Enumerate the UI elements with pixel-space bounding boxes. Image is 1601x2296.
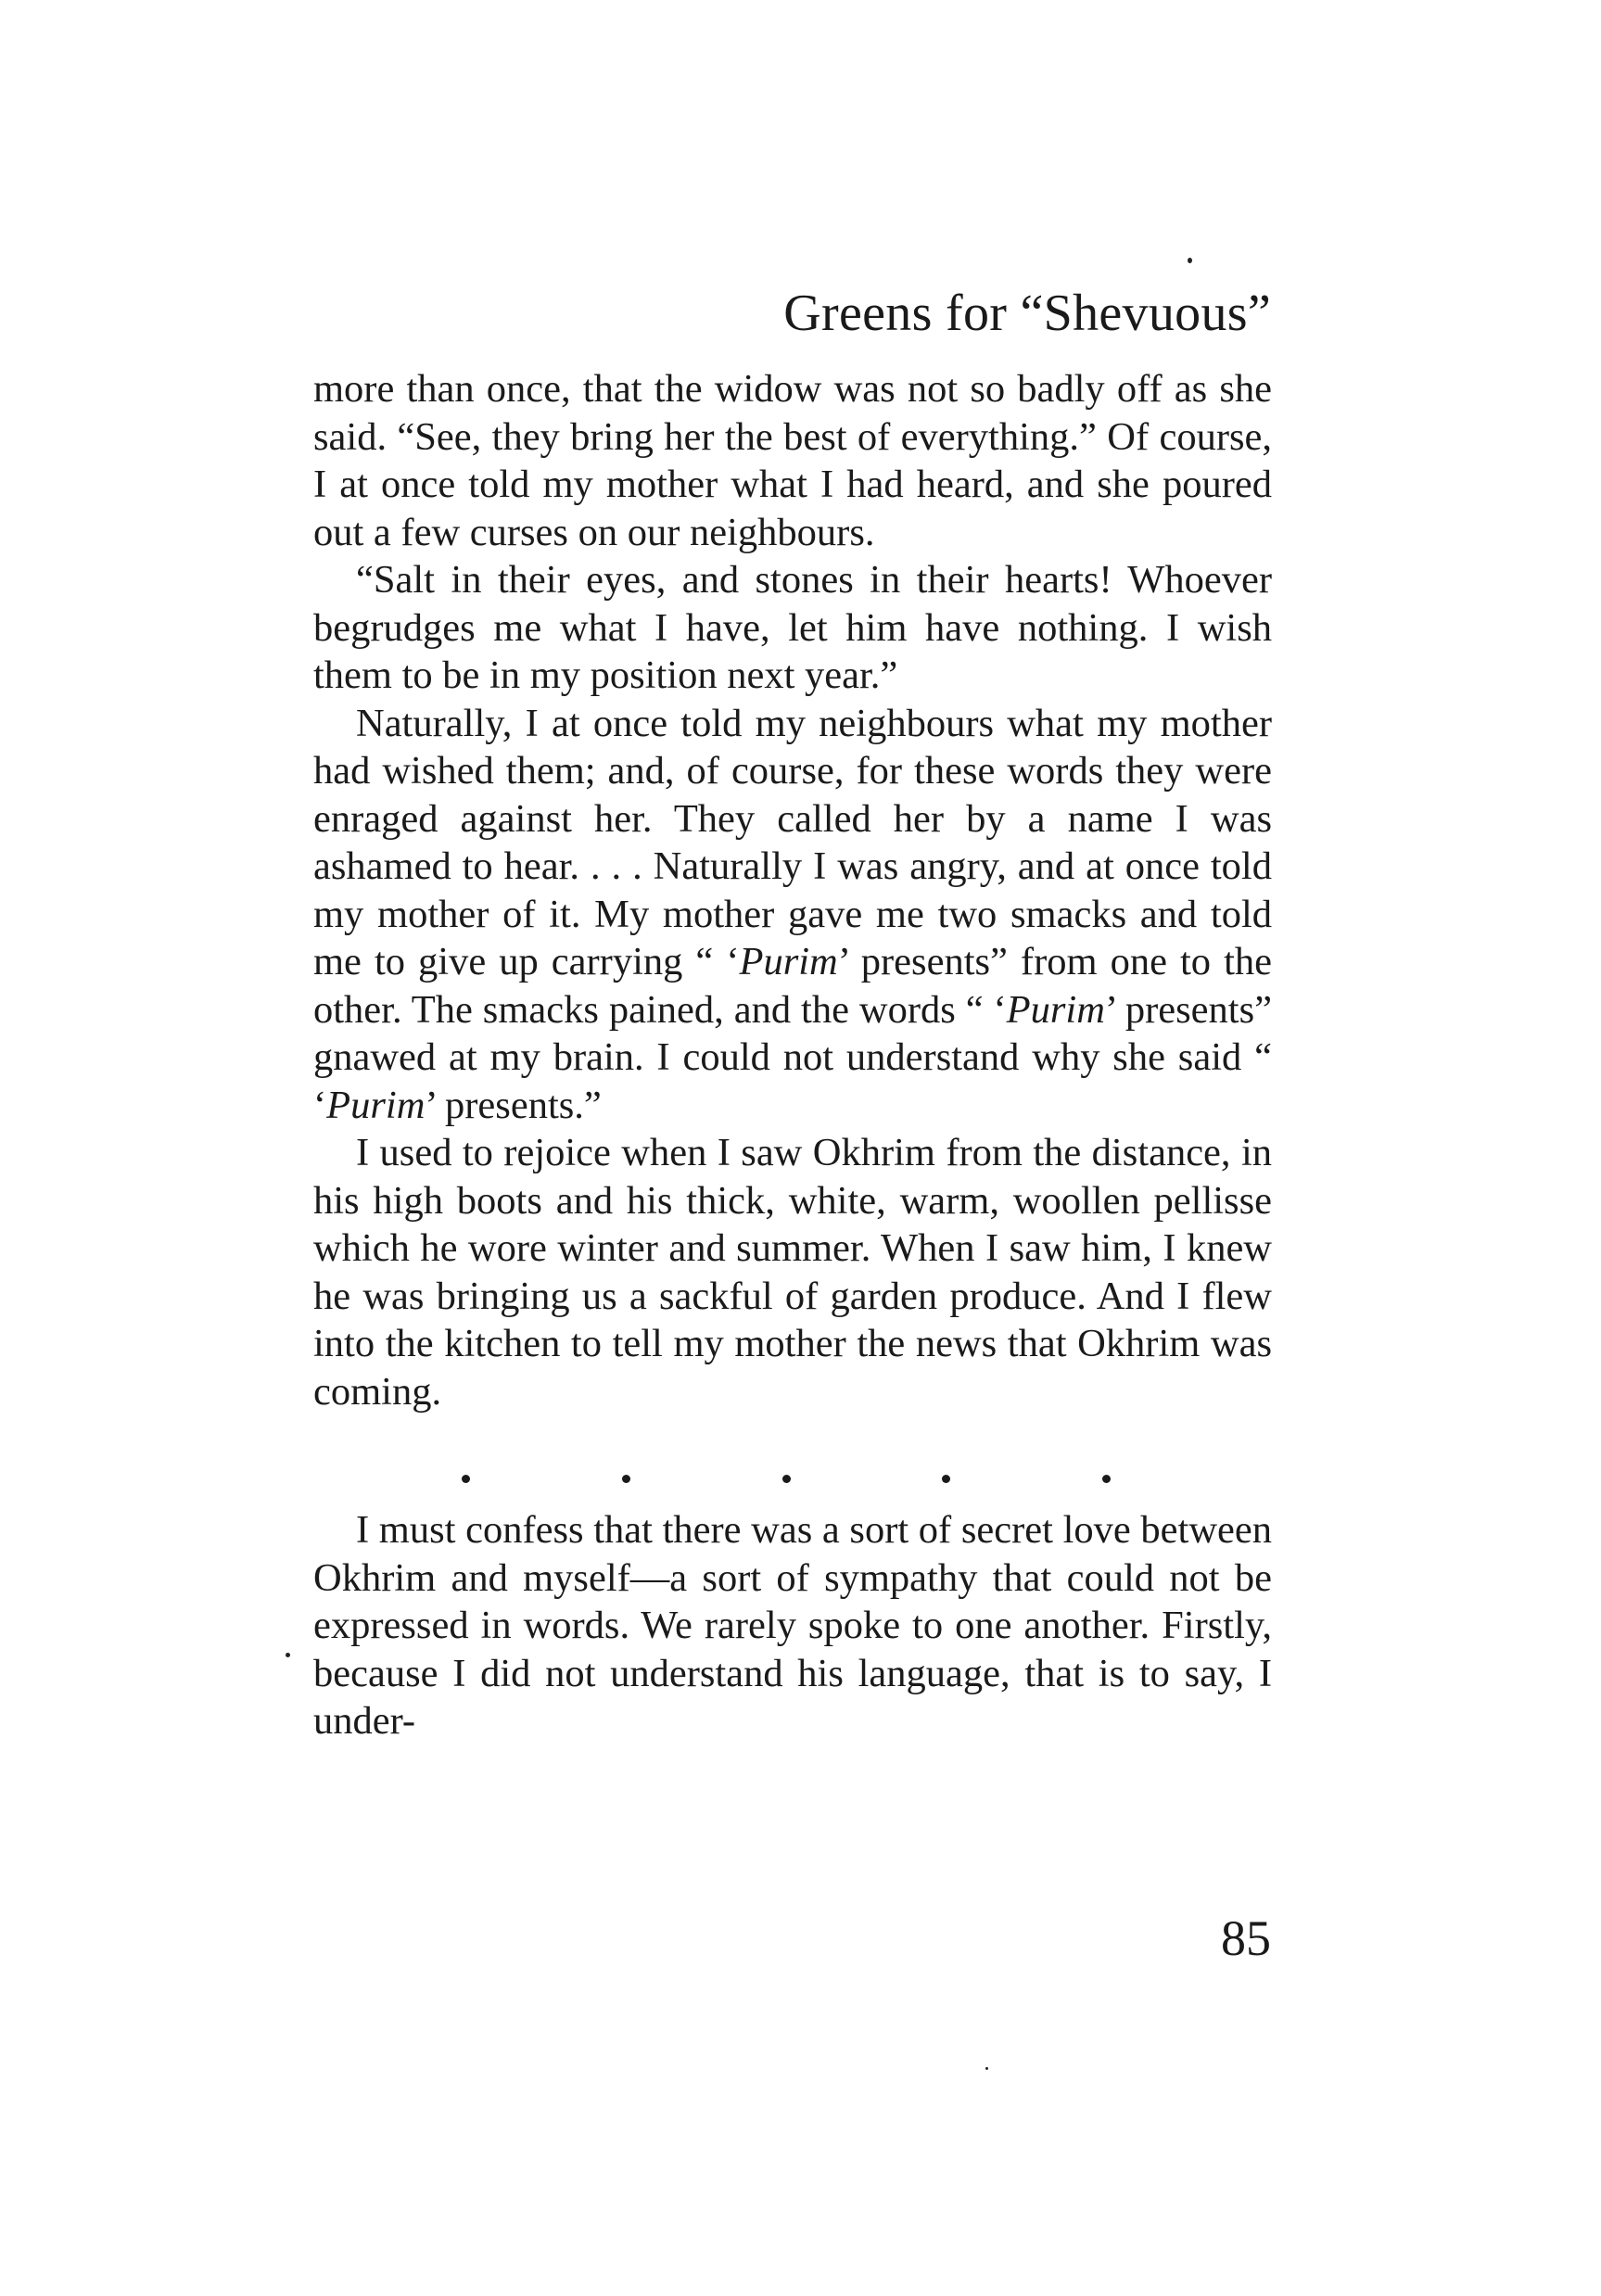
text-run: ’ presents” gnawed at my brain. I could not understand why she said “ ‘ [313, 987, 1272, 1127]
text-run: more than once, that the widow was not so badly off as she said. “See, they bring her the best of everything.” Of course, I at once told my mother what I had heard, and she poured out a few curses on our neighbours. [313, 367, 1272, 554]
print-speck [1188, 258, 1192, 263]
text-run: “Salt in their eyes, and stones in their hearts! Whoever begrudges me what I have, let him have nothing. I wish them to be in my position next year.” [313, 558, 1272, 697]
dot [942, 1475, 950, 1483]
print-speck [985, 2067, 988, 2070]
paragraph [313, 1129, 1272, 1415]
dot [462, 1475, 470, 1483]
text-run: ’ presents” from one to the other. The smacks pained, and the words “ ‘ [313, 940, 1272, 1032]
paragraph [313, 365, 1272, 556]
dot [1102, 1475, 1111, 1483]
body-text [313, 365, 1272, 1745]
text-run: ’ presents.” [425, 1083, 602, 1127]
paragraph [313, 556, 1272, 700]
paragraph [313, 700, 1272, 1130]
text-run: I must confess that there was a sort of secret love between Okhrim and myself—a sort of sympathy that could not be expressed in words. We rarely spoke to one another. Firstly, because I did not understand his language, that is to say, I under- [313, 1508, 1272, 1743]
page-number: 85 [1221, 1910, 1271, 1966]
italic-term: Purim [326, 1083, 426, 1127]
italic-term: Purim [739, 940, 838, 983]
dot [782, 1475, 791, 1483]
print-speck [286, 1653, 290, 1657]
paragraph [313, 1506, 1272, 1745]
italic-term: Purim [1006, 987, 1105, 1032]
dot [622, 1475, 630, 1483]
text-run: I used to rejoice when I saw Okhrim from the distance, in his high boots and his thick, white, warm, woollen pellisse which he wore winter and summer. When I saw him, I knew he was bringing us a sackful of garden produce. And I flew into the kitchen to tell my mother the news that Okhrim was coming. [313, 1131, 1272, 1414]
text-run: Naturally, I at once told my neighbours what my mother had wished them; and, of course, for these words they were enraged against her. They called her by a name I was ashamed to hear. . . . Naturally I was angry, and at once told my mother of it. My mother gave me two smacks and told me to give up carrying “ ‘ [313, 701, 1272, 983]
section-break-dots [462, 1451, 1111, 1506]
running-head: Greens for “Shevuous” [783, 285, 1271, 342]
